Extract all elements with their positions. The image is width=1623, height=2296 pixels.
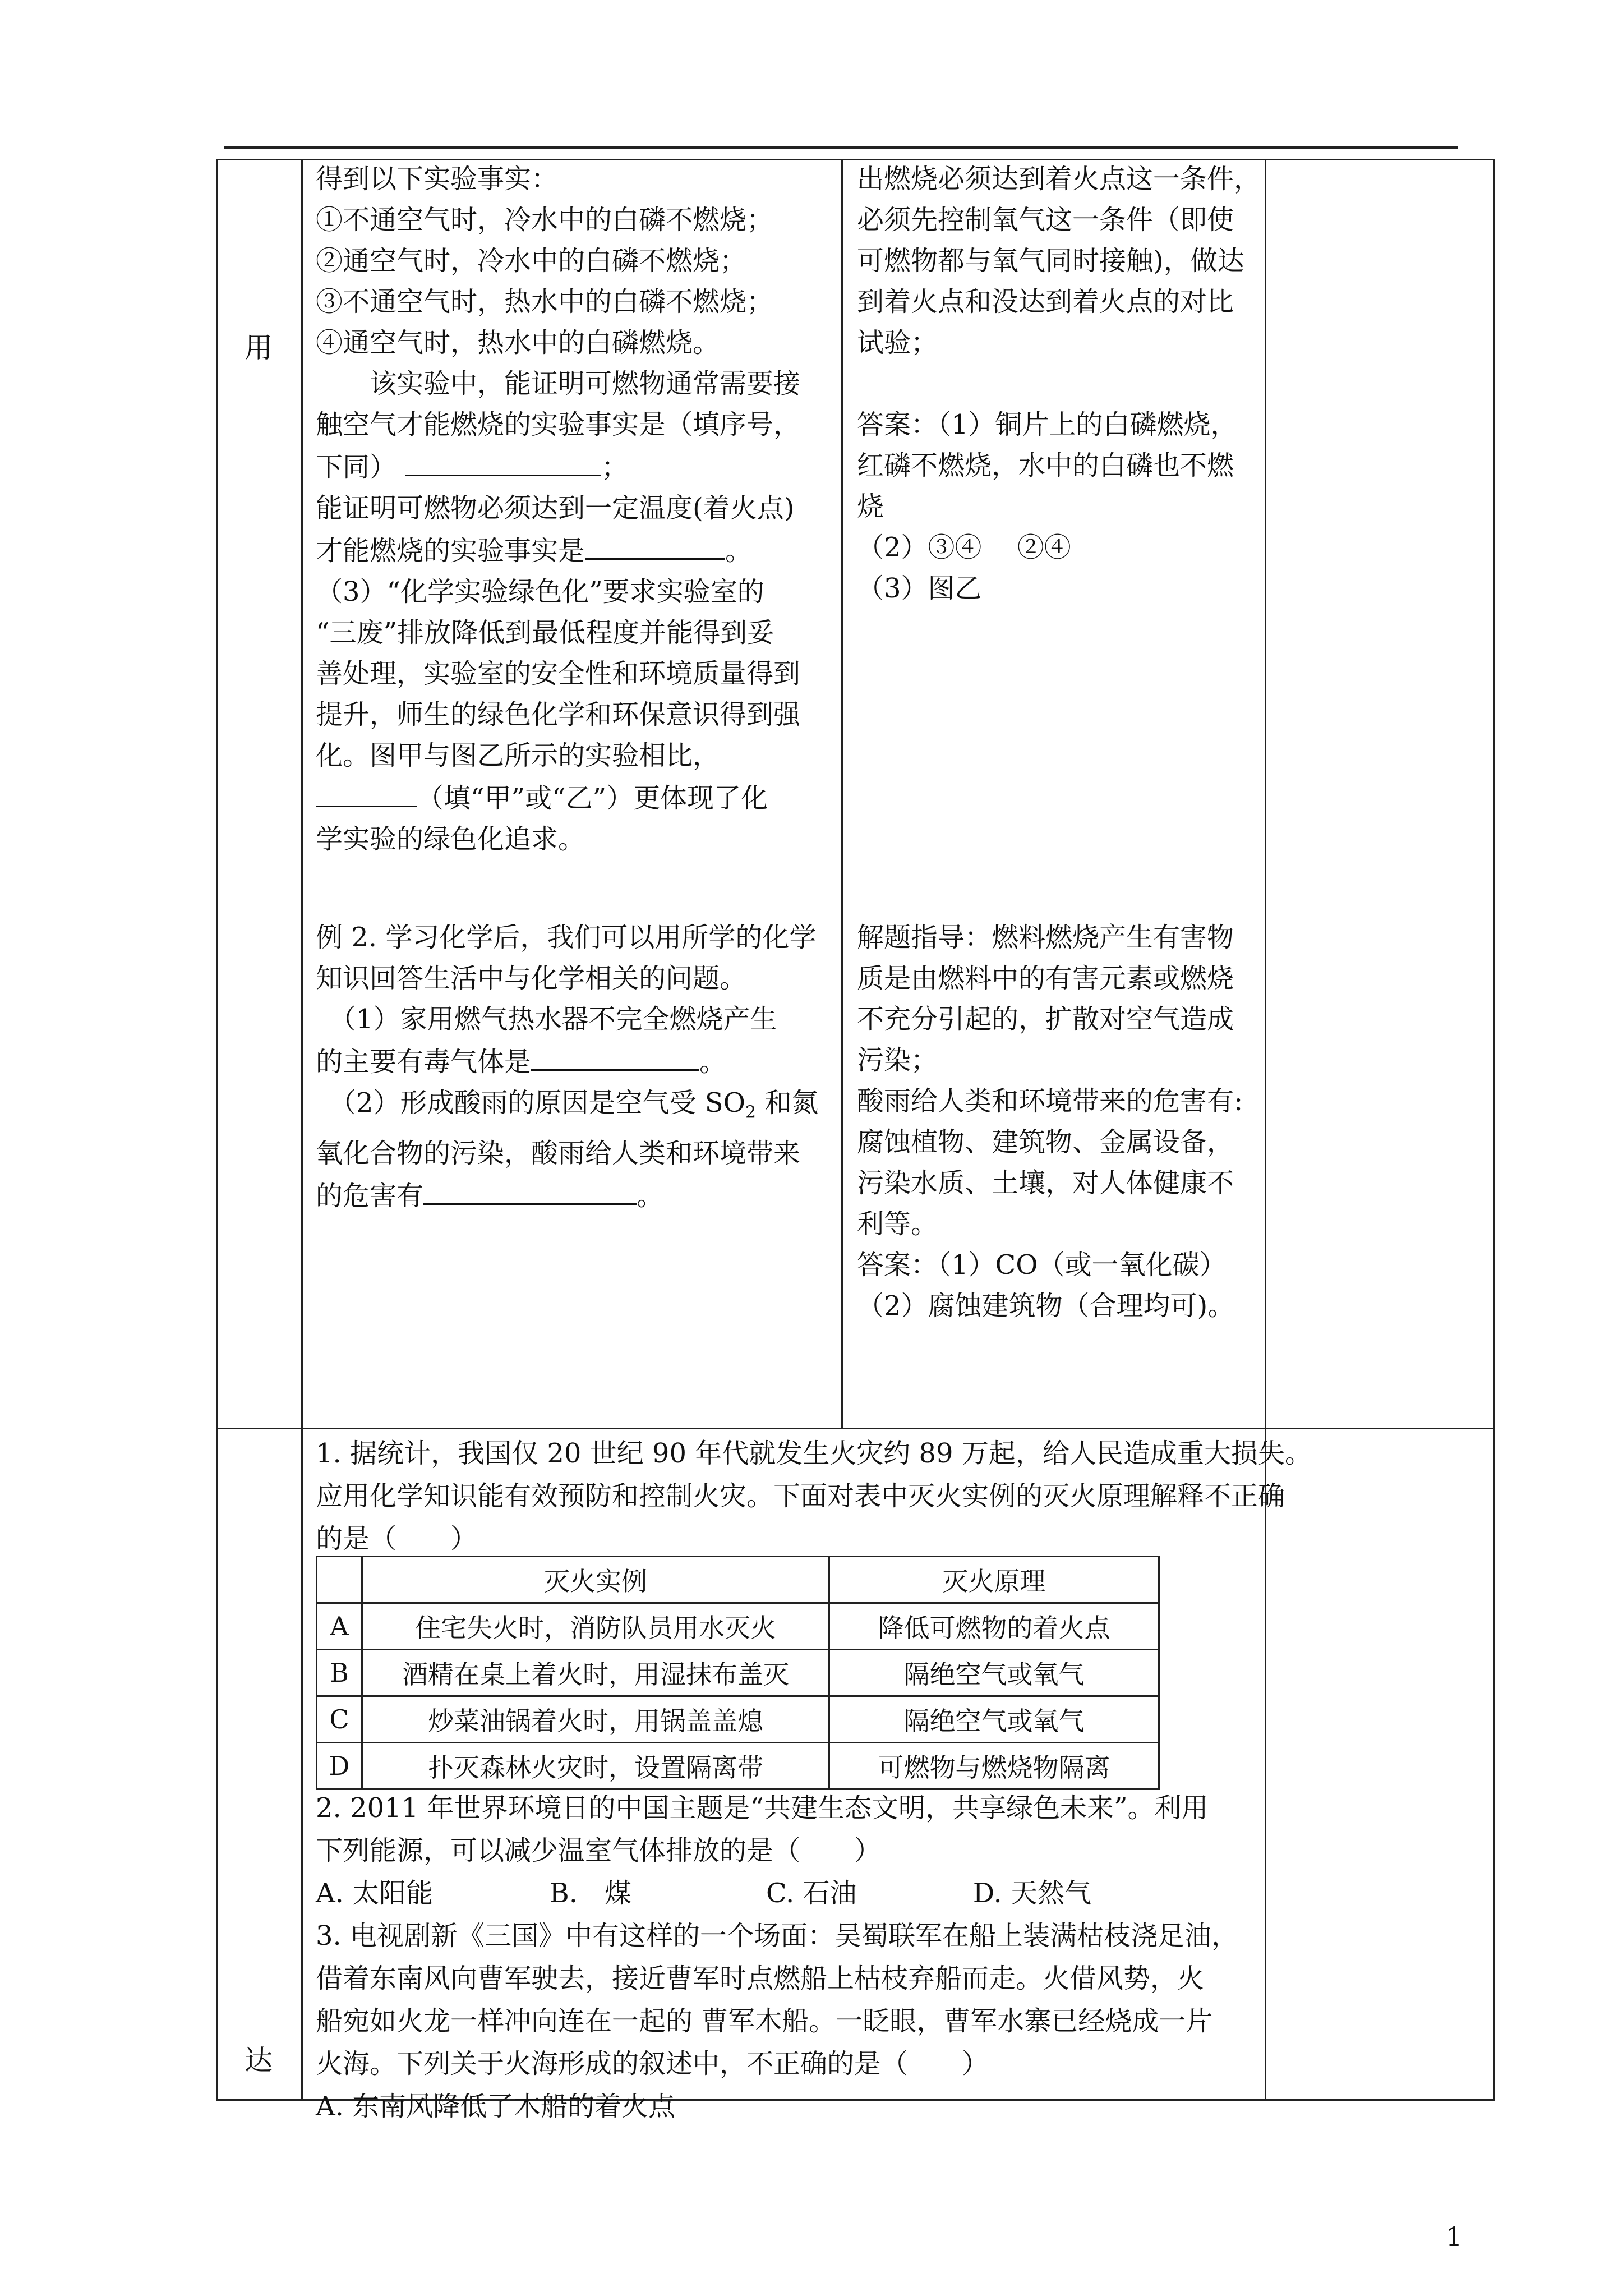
table-cell: A	[317, 1603, 362, 1650]
question-1	[316, 1432, 1312, 1560]
text-line: 腐蚀植物、建筑物、金属设备，	[857, 1126, 1234, 1158]
text-line: A. 太阳能 B. 煤 C. 石油 D. 天然气	[316, 1878, 1092, 1909]
text-line: 下列能源，可以减少温室气体排放的是（ ）	[316, 1835, 882, 1866]
example-2	[316, 917, 818, 1217]
text-line: （1）家用燃气热水器不完全燃烧产生	[316, 1004, 777, 1035]
page-number: 1	[1446, 2221, 1463, 2252]
frame-line	[301, 159, 303, 2101]
text-line: A. 东南风降低了木船的着火点	[316, 2091, 676, 2122]
text-line: 污染水质、土壤，对人体健康不	[857, 1167, 1234, 1199]
table-cell: 炒菜油锅着火时，用锅盖盖熄	[362, 1696, 829, 1743]
table-cell: 住宅失火时，消防队员用水灭火	[362, 1603, 829, 1650]
table-cell: D	[317, 1743, 362, 1789]
text-line: 下同） ；	[316, 445, 800, 488]
text-line: 船宛如火龙一样冲向连在一起的 曹军木船。一眨眼，曹军水寨已经烧成一片	[316, 2005, 1213, 2037]
text-line: 的是（ ）	[316, 1523, 478, 1554]
text-line: 红磷不燃烧，水中的白磷也不燃	[857, 450, 1234, 481]
text-line: 的危害有 。	[316, 1174, 818, 1217]
table-row	[317, 1603, 1159, 1650]
question-text-left	[316, 159, 800, 860]
side-label-top: 用	[245, 332, 273, 364]
table-cell: 降低可燃物的着火点	[829, 1603, 1159, 1650]
text-line: 2. 2011 年世界环境日的中国主题是“共建生态文明，共享绿色未来”。利用	[316, 1792, 1209, 1824]
table-cell: 酒精在桌上着火时，用湿抹布盖灭	[362, 1650, 829, 1696]
text-line: 出燃烧必须达到着火点这一条件，	[857, 163, 1261, 195]
header-rule	[224, 146, 1458, 149]
text-line: 3. 电视剧新《三国》中有这样的一个场面：吴蜀联军在船上装满枯枝浇足油，	[316, 1920, 1239, 1952]
text-line: 触空气才能燃烧的实验事实是（填序号，	[316, 409, 801, 440]
text-line: ②通空气时，冷水中的白磷不燃烧；	[316, 245, 747, 277]
table-row	[317, 1650, 1159, 1696]
text-line: 烧	[857, 491, 884, 522]
text-line: 学实验的绿色化追求。	[316, 823, 585, 855]
table-header-cell	[317, 1557, 362, 1603]
text-line: 得到以下实验事实：	[316, 163, 559, 195]
text-line: （2）腐蚀建筑物（合理均可)。	[857, 1290, 1235, 1322]
text-line: 化。图甲与图乙所示的实验相比，	[316, 740, 720, 771]
text-line: 火海。下列关于火海形成的叙述中，不正确的是（ ）	[316, 2048, 989, 2079]
text-line: 必须先控制氧气这一条件（即使	[857, 204, 1234, 236]
text-line: 不充分引起的，扩散对空气造成	[857, 1004, 1234, 1035]
answer-column	[857, 159, 1261, 609]
text-line: 污染；	[857, 1045, 938, 1076]
text-line: ④通空气时，热水中的白磷燃烧。	[316, 327, 720, 358]
text-line: ③不通空气时，热水中的白磷不燃烧；	[316, 286, 774, 318]
text-line	[857, 364, 1261, 404]
table-cell: 扑灭森林火灾时，设置隔离带	[362, 1743, 829, 1789]
table-row	[317, 1743, 1159, 1789]
text-line: 利等。	[857, 1208, 938, 1240]
answer-column-2	[857, 917, 1243, 1327]
text-line: 氧化合物的污染，酸雨给人类和环境带来	[316, 1137, 801, 1169]
text-line: 解题指导：燃料燃烧产生有害物	[857, 922, 1234, 953]
side-label-bottom: 达	[245, 2044, 273, 2077]
text-line: （3）“化学实验绿色化”要求实验室的	[316, 576, 764, 608]
text-line: 例 2. 学习化学后，我们可以用所学的化学	[316, 922, 817, 953]
text-line: 质是由燃料中的有害元素或燃烧	[857, 963, 1234, 994]
text-line: （2）形成酸雨的原因是空气受 $SO_2$ 和氮	[316, 1087, 819, 1122]
text-line: 知识回答生活中与化学相关的问题。	[316, 963, 747, 994]
table-cell: 隔绝空气或氧气	[829, 1696, 1159, 1743]
answer-blank[interactable]	[531, 1040, 699, 1071]
table-cell: C	[317, 1696, 362, 1743]
text-line: 可燃物都与氧气同时接触)，做达	[857, 245, 1244, 277]
text-line: 提升，师生的绿色化学和环保意识得到强	[316, 699, 801, 730]
text-line: 借着东南风向曹军驶去，接近曹军时点燃船上枯枝弃船而走。火借风势，火	[316, 1963, 1205, 1994]
frame-line	[216, 159, 218, 2101]
table-cell: B	[317, 1650, 362, 1696]
text-line: 才能燃烧的实验事实是 。	[316, 529, 800, 572]
question-2-3	[316, 1787, 1238, 2128]
answer-blank[interactable]	[423, 1174, 637, 1205]
fire-extinguish-table	[316, 1556, 1160, 1790]
table-row	[317, 1696, 1159, 1743]
text-line: 该实验中，能证明可燃物通常需要接	[316, 368, 801, 399]
table-header-cell: 灭火实例	[362, 1557, 829, 1603]
text-line: 能证明可燃物必须达到一定温度(着火点)	[316, 493, 795, 524]
answer-blank[interactable]	[585, 529, 725, 560]
frame-line	[1493, 159, 1495, 2101]
table-cell: 可燃物与燃烧物隔离	[829, 1743, 1159, 1789]
table-cell: 隔绝空气或氧气	[829, 1650, 1159, 1696]
answer-blank[interactable]	[405, 445, 601, 476]
text-line: 酸雨给人类和环境带来的危害有:	[857, 1085, 1243, 1117]
frame-line	[1265, 159, 1266, 2101]
text-line: （3）图乙	[857, 573, 982, 604]
text-line: 到着火点和没达到着火点的对比	[857, 286, 1234, 318]
text-line: 1. 据统计，我国仅 20 世纪 90 年代就发生火灾约 89 万起，给人民造成重大损失。	[316, 1438, 1312, 1469]
frame-line	[216, 1428, 1495, 1429]
text-line: （填“甲”或“乙”）更体现了化	[316, 776, 800, 819]
text-line: ①不通空气时，冷水中的白磷不燃烧；	[316, 204, 774, 236]
frame-line	[841, 159, 843, 1428]
text-line: （2）③④ ②④	[857, 532, 1071, 563]
text-line: 试验；	[857, 327, 938, 358]
text-line: 答案：（1）CO（或一氧化碳）	[857, 1249, 1227, 1281]
text-line: 善处理，实验室的安全性和环境质量得到	[316, 658, 801, 689]
text-line: 答案：（1）铜片上的白磷燃烧，	[857, 409, 1238, 440]
text-line: 的主要有毒气体是 。	[316, 1040, 818, 1083]
answer-blank[interactable]	[316, 776, 417, 807]
text-line: 应用化学知识能有效预防和控制火灾。下面对表中灭火实例的灭火原理解释不正确	[316, 1480, 1285, 1512]
table-header-row	[317, 1557, 1159, 1603]
table-header-cell: 灭火原理	[829, 1557, 1159, 1603]
text-line: “三废”排放降低到最低程度并能得到妥	[316, 617, 774, 648]
